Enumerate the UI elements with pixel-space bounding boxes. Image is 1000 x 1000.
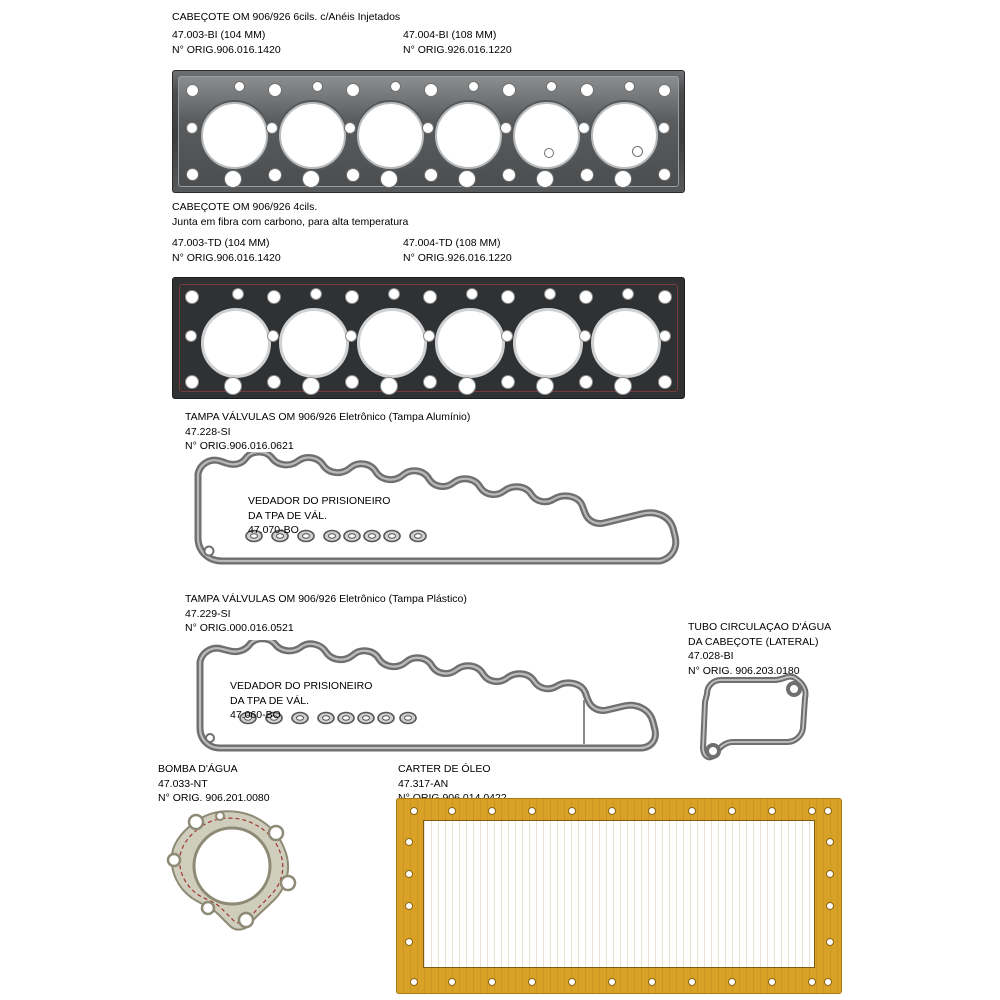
part-code: 47.228-SI (185, 425, 231, 438)
part-code: 47.003-TD (104 MM) (172, 237, 270, 249)
part-code: 47.229-SI (185, 607, 231, 620)
part-code: 47.033-NT (158, 777, 208, 790)
water-pump-gasket-image (158, 808, 328, 933)
section-heading-cabecote-6cils (172, 10, 400, 25)
section-heading-cabecote-4cils (172, 200, 408, 229)
part-block-47003BI (172, 28, 281, 57)
head-gasket-fiber-image (172, 277, 685, 399)
part-orig: N° ORIG.906.016.1420 (172, 251, 281, 264)
section-title: TAMPA VÁLVULAS OM 906/926 Eletrônico (Tampa Alumínio) (185, 411, 471, 423)
inner-label-line2: DA TPA DE VÁL. (230, 694, 309, 707)
part-orig: N° ORIG.906.016.1420 (172, 43, 281, 56)
part-orig: N° ORIG.000.016.0521 (185, 622, 294, 634)
inner-label-line1: VEDADOR DO PRISIONEIRO (230, 680, 373, 692)
part-code: 47.004-BI (108 MM) (403, 29, 497, 41)
water-tube-gasket-image (699, 672, 813, 764)
section-title: CABEÇOTE OM 906/926 6cils. c/Anéis Injetados (172, 11, 401, 23)
section-title: CABEÇOTE OM 906/926 4cils. (172, 201, 318, 213)
part-orig: N° ORIG.926.016.1220 (403, 251, 512, 264)
section-title-line1: TUBO CIRCULAÇAO D'ÁGUA (688, 621, 832, 633)
inner-part-code: 47.070-BO (248, 524, 299, 536)
section-heading-tubo-agua (688, 620, 831, 678)
section-heading-tampa-aluminio (185, 410, 470, 454)
inner-label-line2: DA TPA DE VÁL. (248, 509, 327, 522)
inner-label-line1: VEDADOR DO PRISIONEIRO (248, 495, 391, 507)
valve-cover-gasket-aluminium-image (186, 452, 686, 574)
inner-label-prisioneiro-plastico (230, 679, 372, 723)
part-block-47004TD (403, 236, 512, 265)
section-title: CARTER DE ÓLEO (398, 763, 491, 775)
section-heading-tampa-plastico (185, 592, 467, 636)
section-heading-bomba-agua (158, 762, 270, 806)
part-orig: N° ORIG. 906.201.0080 (158, 792, 270, 804)
oil-pan-gasket-image (396, 798, 842, 994)
part-orig: N° ORIG. 906.203.0180 (688, 664, 800, 677)
part-orig: N° ORIG.926.016.1220 (403, 43, 512, 56)
part-orig: N° ORIG.906.016.0621 (185, 440, 294, 452)
inner-label-prisioneiro-aluminio (248, 494, 390, 538)
section-title: BOMBA D'ÁGUA (158, 763, 238, 775)
section-subtitle: Junta em fibra com carbono, para alta temperatura (172, 215, 409, 228)
section-title-line2: DA CABEÇOTE (LATERAL) (688, 635, 819, 648)
part-code: 47.004-TD (108 MM) (403, 237, 501, 249)
part-block-47003TD (172, 236, 281, 265)
part-code: 47.003-BI (104 MM) (172, 29, 266, 41)
section-title: TAMPA VÁLVULAS OM 906/926 Eletrônico (Tampa Plástico) (185, 593, 467, 605)
inner-part-code: 47.060-BO (230, 709, 281, 721)
part-code: 47.028-BI (688, 650, 734, 662)
part-block-47004BI (403, 28, 512, 57)
valve-cover-gasket-plastic-image (186, 640, 686, 754)
head-gasket-6cyl-metal-image (172, 70, 685, 193)
part-code: 47.317-AN (398, 777, 449, 790)
